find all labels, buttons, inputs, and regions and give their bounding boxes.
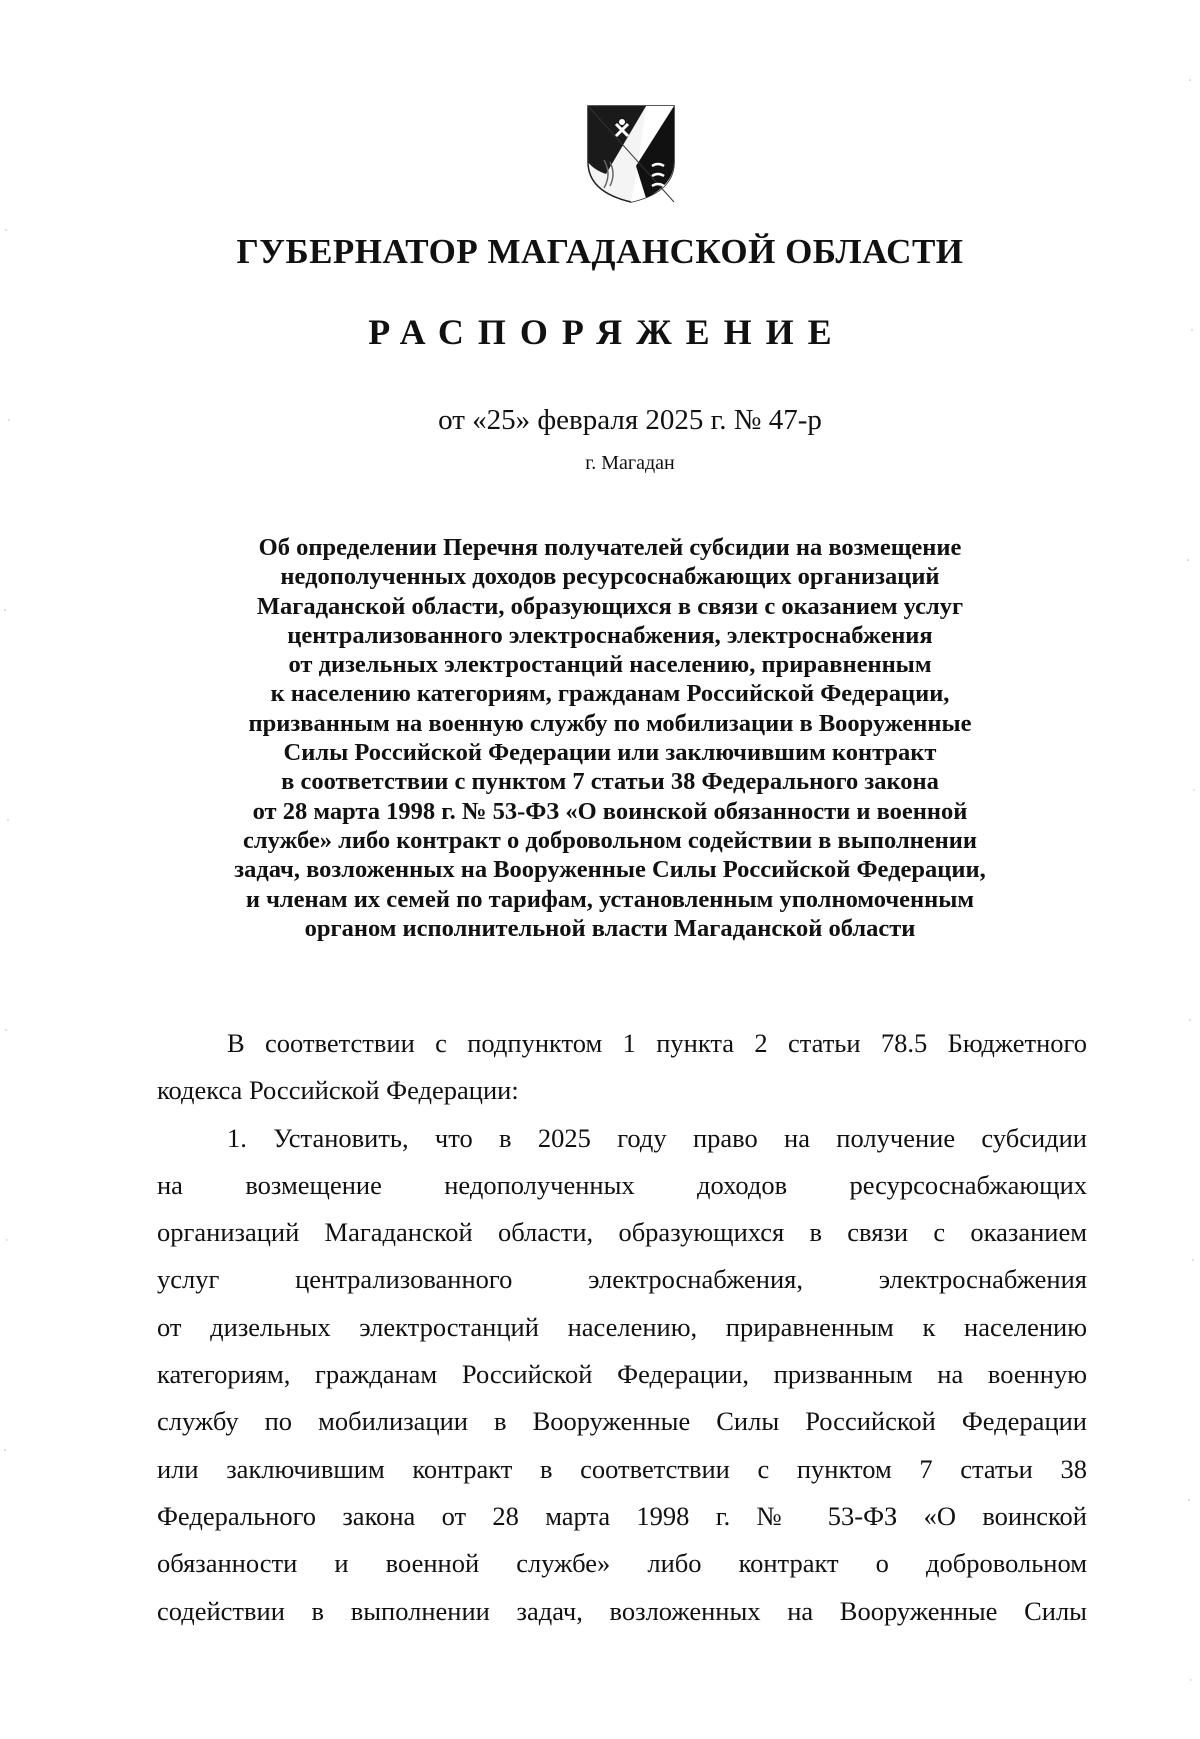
subject-line: Об определении Перечня получателей субсидии на возмещение: [258, 534, 962, 561]
body-line: услуг централизованного электроснабжения, электроснабжения: [157, 1264, 1087, 1295]
body-line: В соответствии с подпунктом 1 пункта 2 статьи 78.5 Бюджетного: [227, 1028, 1087, 1058]
body-line: обязанности и военной службе» либо контракт о добровольном: [157, 1548, 1087, 1579]
org-title: ГУБЕРНАТОР МАГАДАНСКОЙ ОБЛАСТИ: [236, 232, 964, 271]
subject-line: Силы Российской Федерации или заключившим контракт: [283, 739, 937, 767]
document-subject: [150, 533, 1070, 943]
body-line: Федерального закона от 28 марта 1998 г. № 53-ФЗ «О воинской: [157, 1500, 1087, 1531]
subject-line: недополученных доходов ресурсоснабжающих организаций: [280, 563, 940, 591]
body-line: или заключившим контракт в соответствии с пунктом 7 статьи 38: [157, 1453, 1087, 1484]
subject-line: задач, возложенных на Вооруженные Силы Российской Федерации,: [234, 856, 986, 884]
body-line: категориям, гражданам Российской Федерации, призванным на военную: [157, 1359, 1087, 1390]
body-line: содействии в выполнении задач, возложенных на Вооруженные Силы: [157, 1595, 1087, 1626]
document-body: [157, 1020, 1087, 1635]
body-line: службу по мобилизации в Вооруженные Силы Российской Федерации: [157, 1406, 1087, 1437]
subject-line: органом исполнительной власти Магаданской области: [304, 914, 916, 942]
subject-line: призванным на военную службу по мобилизации в Вооруженные: [248, 709, 972, 737]
body-line: от дизельных электростанций населению, приравненным к населению: [157, 1311, 1087, 1342]
subject-line: и членам их семей по тарифам, установленным уполномоченным: [245, 885, 975, 913]
document-date-number: от «25» февраля 2025 г. № 47-р: [438, 404, 822, 436]
coat-of-arms-icon: [586, 104, 676, 204]
subject-line: Магаданской области, образующихся в связи с оказанием услуг: [256, 592, 964, 620]
subject-line: централизованного электроснабжения, электроснабжения: [287, 621, 933, 649]
subject-line: к населению категориям, гражданам Российской Федерации,: [270, 680, 950, 708]
document-city: г. Магадан: [585, 452, 675, 474]
body-line: организаций Магаданской области, образующихся в связи с оказанием: [157, 1217, 1087, 1248]
body-line: кодекса Российской Федерации:: [157, 1075, 519, 1106]
subject-line: в соответствии с пунктом 7 статьи 38 Федерального закона: [281, 768, 939, 796]
document-type: РАСПОРЯЖЕНИЕ: [368, 312, 846, 352]
body-line: 1. Установить, что в 2025 году право на получение субсидии: [227, 1122, 1087, 1153]
body-line: на возмещение недополученных доходов ресурсоснабжающих: [157, 1169, 1087, 1200]
subject-line: от 28 марта 1998 г. № 53-ФЗ «О воинской обязанности и военной: [252, 797, 968, 825]
subject-line: службе» либо контракт о добровольном содействии в выполнении: [242, 826, 978, 854]
subject-line: от дизельных электростанций населению, приравненным: [288, 651, 932, 679]
